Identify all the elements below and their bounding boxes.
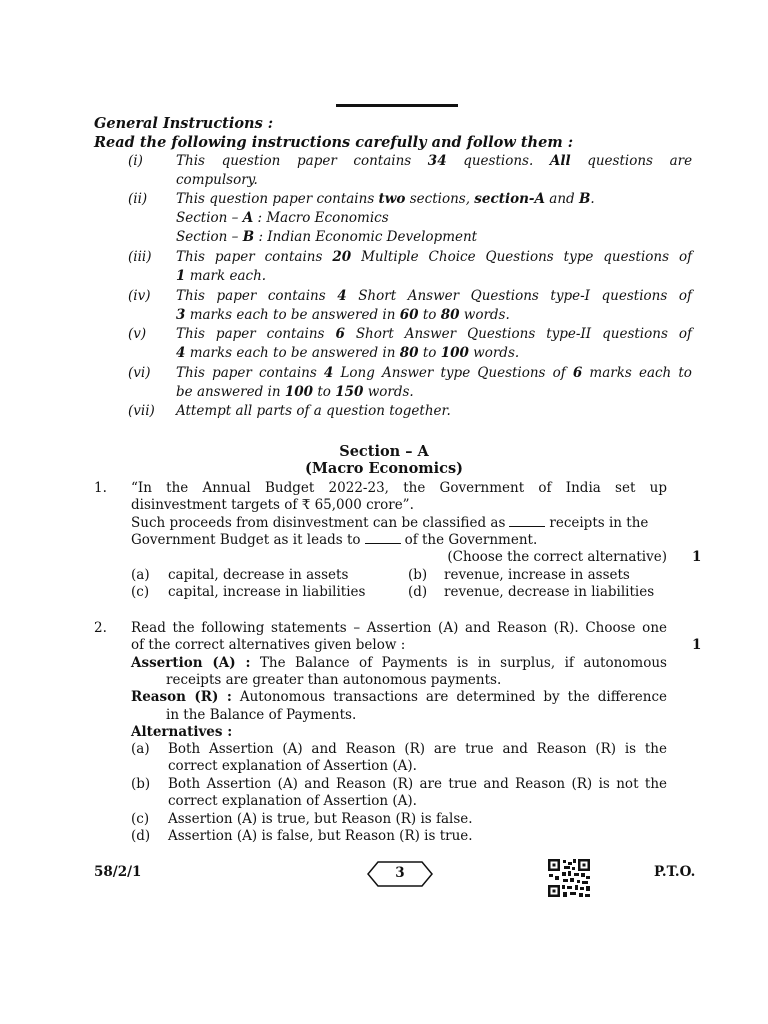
- assertion-line: [131, 655, 667, 673]
- option-label: (c): [131, 584, 150, 600]
- section-title: Section – A: [339, 443, 429, 460]
- instruction-number: (v): [128, 326, 147, 342]
- instruction-text: This question paper contains two sections, section-A and B.: [176, 191, 595, 207]
- alternative-label: (a): [131, 741, 150, 757]
- instruction-number: (i): [128, 153, 143, 169]
- instruction-number: (iv): [128, 288, 151, 304]
- section-subtitle: (Macro Economics): [305, 460, 463, 477]
- choose-instruction: (Choose the correct alternative): [447, 549, 667, 565]
- instruction-text: 3 marks each to be answered in 60 to 80 words.: [176, 307, 510, 323]
- instructions-heading: General Instructions :: [94, 115, 274, 132]
- question-text-part: of the Government.: [404, 532, 538, 548]
- option-text: revenue, decrease in liabilities: [444, 584, 655, 600]
- instructions-subheading: Read the following instructions carefully and follow them :: [94, 134, 574, 151]
- instruction-text: compulsory.: [176, 172, 258, 188]
- alternatives-label: Alternatives :: [131, 724, 233, 740]
- question-text: “In the Annual Budget 2022-23, the Government of India set up: [131, 480, 667, 496]
- alternative-text: Both Assertion (A) and Reason (R) are true and Reason (R) is the: [168, 741, 667, 757]
- fill-blank: [509, 516, 545, 527]
- alternative-text: correct explanation of Assertion (A).: [168, 793, 417, 809]
- question-text-part: receipts in the: [549, 515, 649, 531]
- instruction-text: 4 marks each to be answered in 80 to 100 words.: [176, 345, 520, 361]
- assertion-text: receipts are greater than autonomous payments.: [166, 672, 502, 688]
- reason-text: Autonomous transactions are determined by the difference: [239, 689, 668, 705]
- question-number: 2.: [94, 620, 107, 636]
- assertion-text: The Balance of Payments is in surplus, if autonomous: [259, 655, 667, 671]
- instruction-text: Section – B : Indian Economic Development: [176, 229, 478, 245]
- instruction-text: This paper contains 20 Multiple Choice Questions type questions of: [176, 249, 693, 265]
- instruction-text: This question paper contains 34 questions. All questions are: [176, 153, 693, 169]
- instruction-text: This paper contains 4 Long Answer type Questions of 6 marks each to: [176, 365, 692, 381]
- question-text: [131, 532, 667, 550]
- alternative-label: (b): [131, 776, 151, 792]
- question-marks: 1: [692, 637, 702, 653]
- instruction-number: (vi): [128, 365, 151, 381]
- alternative-label: (c): [131, 811, 150, 827]
- alternative-text: Assertion (A) is false, but Reason (R) is true.: [168, 828, 473, 844]
- instruction-text: Section – A : Macro Economics: [176, 210, 389, 226]
- reason-line: [131, 689, 667, 707]
- alternative-text: Both Assertion (A) and Reason (R) are true and Reason (R) is not the: [168, 776, 667, 792]
- option-text: capital, decrease in assets: [168, 567, 349, 583]
- top-rule: [336, 104, 458, 107]
- alternative-text: Assertion (A) is true, but Reason (R) is false.: [168, 811, 473, 827]
- paper-code: 58/2/1: [94, 864, 142, 880]
- question-text-part: Government Budget as it leads to: [131, 532, 361, 548]
- question-text: of the correct alternatives given below :: [131, 637, 406, 653]
- question-text: disinvestment targets of ₹ 65,000 crore”.: [131, 497, 414, 513]
- question-text: [131, 515, 667, 533]
- instruction-text: This paper contains 6 Short Answer Questions type-II questions of: [176, 326, 692, 342]
- alternative-label: (d): [131, 828, 151, 844]
- instruction-text: Attempt all parts of a question together.: [176, 403, 451, 419]
- option-label: (b): [408, 567, 428, 583]
- fill-blank: [365, 533, 401, 544]
- option-label: (a): [131, 567, 150, 583]
- instruction-number: (vii): [128, 403, 155, 419]
- question-text: Read the following statements – Assertion (A) and Reason (R). Choose one: [131, 620, 667, 636]
- assertion-label: Assertion (A) :: [131, 655, 251, 671]
- instruction-text: This paper contains 4 Short Answer Questions type-I questions of: [176, 288, 692, 304]
- please-turn-over: P.T.O.: [654, 864, 696, 880]
- instruction-text: 1 mark each.: [176, 268, 267, 284]
- question-number: 1.: [94, 480, 107, 496]
- qr-code-icon: [548, 859, 590, 897]
- reason-text: in the Balance of Payments.: [166, 707, 357, 723]
- alternative-text: correct explanation of Assertion (A).: [168, 758, 417, 774]
- instruction-number: (iii): [128, 249, 152, 265]
- question-text-part: Such proceeds from disinvestment can be classified as: [131, 515, 506, 531]
- option-text: revenue, increase in assets: [444, 567, 630, 583]
- instruction-text: be answered in 100 to 150 words.: [176, 384, 414, 400]
- option-label: (d): [408, 584, 428, 600]
- question-marks: 1: [692, 549, 702, 565]
- reason-label: Reason (R) :: [131, 689, 232, 705]
- option-text: capital, increase in liabilities: [168, 584, 366, 600]
- instruction-number: (ii): [128, 191, 148, 207]
- page-number: 3: [395, 865, 405, 881]
- page-number-badge: [366, 860, 434, 888]
